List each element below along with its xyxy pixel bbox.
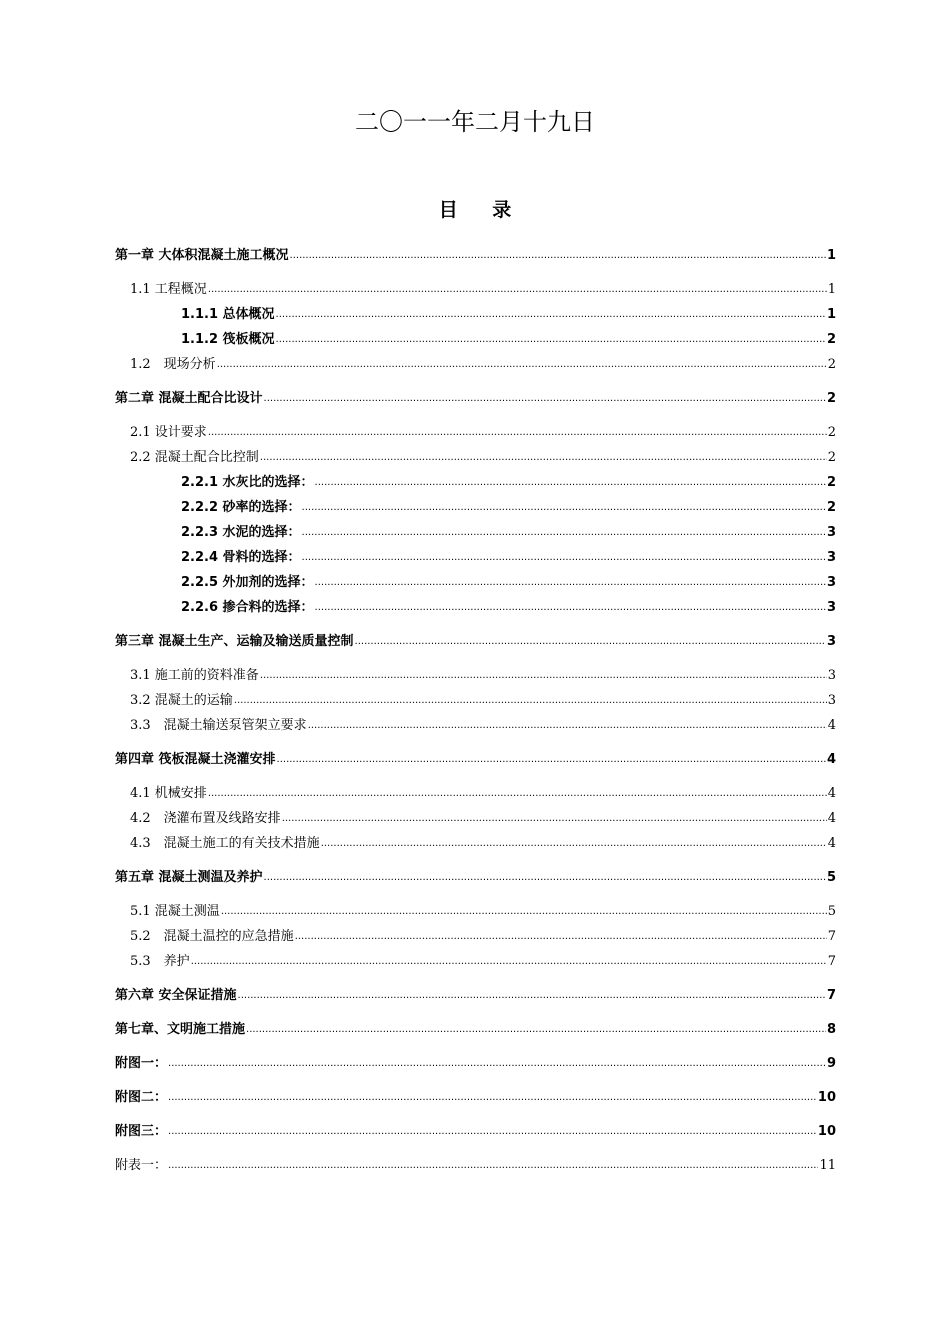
toc-entry-label: 第三章 混凝土生产、运输及输送质量控制 [115,634,354,649]
toc-entry-label: 附图一： [115,1056,168,1071]
toc-entry[interactable] [115,302,836,327]
toc-entry-page: 2 [826,332,836,347]
toc-entry-label: 第七章、文明施工措施 [115,1022,246,1037]
toc-leader-dots [168,1152,818,1178]
toc-leader-dots [260,662,827,688]
toc-entry[interactable] [115,277,836,302]
toc-entry[interactable] [115,545,836,570]
toc-entry-label: 2.2.5 外加剂的选择： [181,575,314,590]
toc-entry[interactable] [115,445,836,470]
toc-entry-page: 4 [827,786,836,801]
toc-leader-dots [208,780,827,806]
toc-entry[interactable] [115,520,836,545]
toc-leader-dots [168,1050,826,1076]
toc-entry-page: 2 [826,500,836,515]
toc-entry-page: 10 [817,1090,836,1105]
toc-entry[interactable] [115,806,836,831]
toc-entry-label: 附表一： [115,1158,168,1173]
toc-leader-dots [321,830,827,856]
toc-leader-dots [308,712,827,738]
toc-entry[interactable] [115,831,836,856]
toc-entry-page: 4 [826,752,836,767]
toc-entry[interactable] [115,983,836,1008]
toc-leader-dots [276,301,826,327]
toc-entry[interactable] [115,865,836,890]
toc-leader-dots [264,864,826,890]
toc-entry-page: 2 [826,391,836,406]
toc-entry-label: 3.2 混凝土的运输 [130,693,233,708]
toc-entry-label: 2.2.6 掺合料的选择： [181,600,314,615]
toc-leader-dots [260,444,827,470]
table-of-contents [115,243,836,1178]
toc-entry[interactable] [115,899,836,924]
toc-entry-page: 3 [826,575,836,590]
toc-entry-label: 1.1.1 总体概况 [181,307,275,322]
toc-entry[interactable] [115,713,836,738]
toc-entry-label: 2.2.4 骨料的选择： [181,550,301,565]
toc-entry-page: 1 [826,248,836,263]
toc-entry-page: 4 [827,718,836,733]
toc-leader-dots [208,419,827,445]
toc-leader-dots [302,519,826,545]
toc-entry[interactable] [115,629,836,654]
toc-entry-label: 附图三： [115,1124,168,1139]
toc-entry[interactable] [115,243,836,268]
toc-leader-dots [315,469,826,495]
toc-entry[interactable] [115,1017,836,1042]
toc-leader-dots [238,982,826,1008]
toc-entry-page: 1 [826,307,836,322]
toc-entry-page: 7 [827,929,836,944]
toc-entry-label: 3.1 施工前的资料准备 [130,668,259,683]
document-date: 二〇一一年二月十九日 [355,108,595,136]
toc-entry[interactable] [115,663,836,688]
toc-entry-label: 2.2.3 水泥的选择： [181,525,301,540]
toc-entry[interactable] [115,1119,836,1144]
toc-entry-page: 2 [827,357,836,372]
toc-leader-dots [302,494,826,520]
toc-entry-page: 7 [827,954,836,969]
toc-entry-page: 5 [826,870,836,885]
toc-entry-page: 3 [827,693,836,708]
toc-entry-page: 11 [819,1158,836,1173]
toc-entry[interactable] [115,1085,836,1110]
toc-entry[interactable] [115,570,836,595]
toc-leader-dots [295,923,827,949]
toc-entry[interactable] [115,688,836,713]
toc-entry[interactable] [115,386,836,411]
toc-entry-label: 1.2 现场分析 [130,357,216,372]
toc-entry[interactable] [115,420,836,445]
toc-entry-label: 第五章 混凝土测温及养护 [115,870,263,885]
toc-entry-page: 3 [826,634,836,649]
toc-entry-page: 4 [827,836,836,851]
toc-leader-dots [315,594,826,620]
toc-entry-label: 1.1 工程概况 [130,282,207,297]
toc-entry-page: 3 [826,525,836,540]
toc-entry-label: 第一章 大体积混凝土施工概况 [115,248,289,263]
toc-entry-page: 7 [826,988,836,1003]
toc-entry-page: 5 [827,904,836,919]
toc-entry-page: 3 [826,600,836,615]
toc-entry[interactable] [115,495,836,520]
toc-entry-label: 第四章 筏板混凝土浇灌安排 [115,752,276,767]
toc-entry-label: 3.3 混凝土输送泵管架立要求 [130,718,307,733]
toc-entry-page: 3 [827,668,836,683]
toc-entry[interactable] [115,327,836,352]
toc-leader-dots [246,1016,826,1042]
toc-entry-label: 2.2.2 砂率的选择： [181,500,301,515]
toc-entry-label: 2.2 混凝土配合比控制 [130,450,259,465]
toc-entry[interactable] [115,949,836,974]
toc-leader-dots [355,628,826,654]
toc-leader-dots [191,948,827,974]
toc-leader-dots [276,326,826,352]
toc-leader-dots [282,805,827,831]
toc-leader-dots [277,746,826,772]
toc-entry-label: 第六章 安全保证措施 [115,988,237,1003]
toc-entry[interactable] [115,470,836,495]
toc-entry-label: 2.1 设计要求 [130,425,207,440]
toc-entry-label: 5.3 养护 [130,954,190,969]
toc-entry[interactable] [115,781,836,806]
toc-entry-label: 4.2 浇灌布置及线路安排 [130,811,281,826]
toc-entry-label: 5.2 混凝土温控的应急措施 [130,929,294,944]
toc-leader-dots [234,687,827,713]
toc-entry-page: 2 [827,425,836,440]
toc-leader-dots [168,1084,817,1110]
toc-entry[interactable] [115,747,836,772]
toc-leader-dots [221,898,827,924]
toc-entry-page: 2 [826,475,836,490]
toc-entry-label: 附图二： [115,1090,168,1105]
toc-entry-label: 2.2.1 水灰比的选择： [181,475,314,490]
toc-entry-label: 1.1.2 筏板概况 [181,332,275,347]
toc-entry-page: 2 [827,450,836,465]
toc-entry-page: 8 [826,1022,836,1037]
toc-entry-label: 4.1 机械安排 [130,786,207,801]
toc-entry-label: 第二章 混凝土配合比设计 [115,391,263,406]
toc-entry[interactable] [115,1051,836,1076]
toc-leader-dots [315,569,826,595]
toc-entry-label: 4.3 混凝土施工的有关技术措施 [130,836,320,851]
toc-leader-dots [264,385,826,411]
toc-entry-page: 4 [827,811,836,826]
toc-entry-page: 10 [817,1124,836,1139]
toc-entry[interactable] [115,1153,836,1178]
toc-leader-dots [217,351,827,377]
toc-leader-dots [290,242,826,268]
toc-title: 目 录 [438,199,526,221]
toc-entry-page: 9 [826,1056,836,1071]
toc-entry[interactable] [115,352,836,377]
toc-entry-page: 3 [826,550,836,565]
toc-entry-label: 5.1 混凝土测温 [130,904,220,919]
toc-leader-dots [168,1118,817,1144]
toc-entry[interactable] [115,595,836,620]
toc-entry-page: 1 [827,282,836,297]
toc-leader-dots [302,544,826,570]
toc-leader-dots [208,276,827,302]
toc-entry[interactable] [115,924,836,949]
